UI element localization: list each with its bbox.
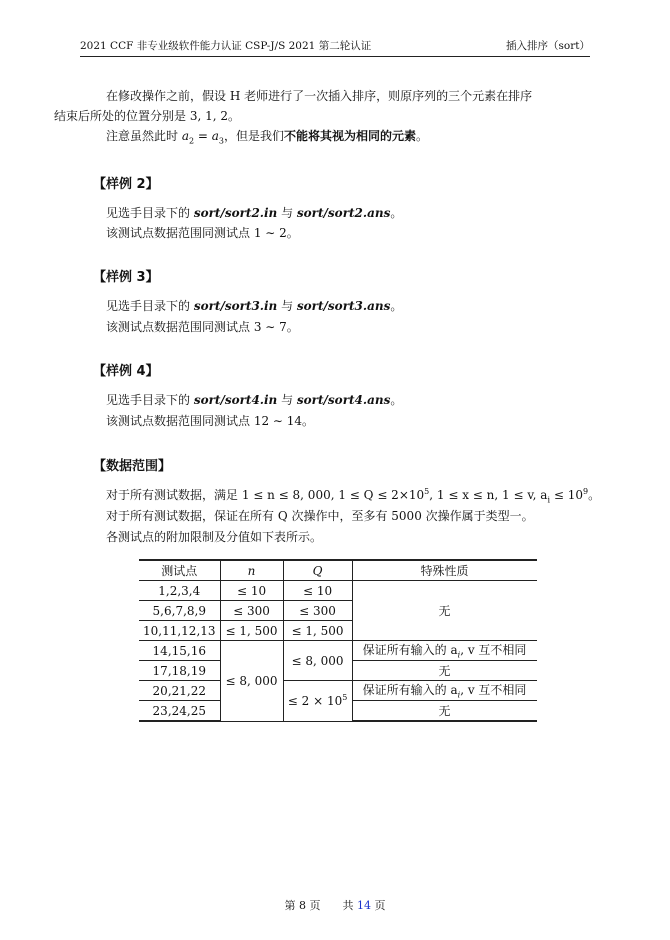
q-large: ≤ $2 \times 10^5$ bbox=[283, 681, 352, 722]
emphasis-text: 不能将其视为相同的元素 bbox=[284, 129, 417, 143]
sample-3-title: 【样例 3】 bbox=[93, 270, 159, 285]
sample-4-title: 【样例 4】 bbox=[93, 364, 159, 379]
table-row: 23,24,25 无 bbox=[139, 701, 537, 722]
sample-3-files: 见选手目录下的 sort/sort3.in 与 sort/sort3.ans。 bbox=[106, 299, 403, 313]
col-header-property: 特殊性质 bbox=[352, 560, 537, 581]
table-row: 17,18,19 无 bbox=[139, 661, 537, 681]
property-distinct-2: 保证所有输入的 $a_i$, v 互不相同 bbox=[352, 681, 537, 701]
sample-2-files: 见选手目录下的 sort/sort2.in 与 sort/sort2.ans。 bbox=[106, 206, 403, 220]
table-row: 14,15,16 ≤ 8, 000 ≤ 8, 000 保证所有输入的 $a_i$, v 互不相同 bbox=[139, 641, 537, 661]
data-range-title: 【数据范围】 bbox=[93, 459, 172, 474]
table-row: 20,21,22 ≤ $2 \times 10^5$ 保证所有输入的 $a_i$, v 互不相同 bbox=[139, 681, 537, 701]
q-mid: ≤ 8, 000 bbox=[283, 641, 352, 681]
sample-4-files: 见选手目录下的 sort/sort4.in 与 sort/sort4.ans。 bbox=[106, 393, 403, 407]
intro-line-2: 结束后所处的位置分别是 3, 1, 2。 bbox=[54, 109, 240, 123]
header-left: 2021 CCF 非专业级软件能力认证 CSP-J/S 2021 第二轮认证 bbox=[80, 40, 372, 52]
page-number: 8 bbox=[299, 899, 306, 912]
col-header-q: Q bbox=[283, 560, 352, 581]
property-none: 无 bbox=[352, 581, 537, 641]
intro-paragraph bbox=[54, 86, 600, 126]
intro-note: 注意虽然此时 $a_2 = a_3$，但是我们不能将其视为相同的元素。 bbox=[106, 129, 429, 146]
n-large: ≤ 8, 000 bbox=[220, 641, 283, 722]
table-row: 1,2,3,4 ≤ 10 ≤ 10 无 bbox=[139, 581, 537, 601]
sample-3-range: 该测试点数据范围同测试点 3 ∼ 7。 bbox=[106, 320, 299, 334]
header-rule bbox=[80, 56, 590, 57]
sample-2-range: 该测试点数据范围同测试点 1 ∼ 2。 bbox=[106, 226, 299, 240]
property-distinct: 保证所有输入的 $a_i$, v 互不相同 bbox=[352, 641, 537, 661]
data-range-line-3: 各测试点的附加限制及分值如下表所示。 bbox=[106, 530, 323, 544]
sample-4-range: 该测试点数据范围同测试点 12 ∼ 14。 bbox=[106, 414, 315, 428]
intro-line-1: 在修改操作之前，假设 H 老师进行了一次插入排序，则原序列的三个元素在排序 bbox=[106, 89, 533, 103]
total-pages-link[interactable]: 14 bbox=[357, 899, 371, 912]
table-row: 5,6,7,8,9 ≤ 300 ≤ 300 bbox=[139, 601, 537, 621]
col-header-testcase: 测试点 bbox=[139, 560, 220, 581]
col-header-n: n bbox=[220, 560, 283, 581]
header-right: 插入排序（sort） bbox=[506, 40, 590, 52]
page-footer: 第 8 页 共 14 页 bbox=[284, 899, 386, 912]
data-range-line-1: 对于所有测试数据，满足 1 ≤ n ≤ 8, 000, $1 \le Q \le 2\times 10^5$, 1 ≤ x ≤ n, 1 ≤ v, $a_i \le 10^9$。 bbox=[106, 487, 601, 505]
data-range-line-2: 对于所有测试数据，保证在所有 Q 次操作中，至多有 5000 次操作属于类型一。 bbox=[106, 509, 534, 523]
sample-2-title: 【样例 2】 bbox=[93, 177, 159, 192]
subtask-table bbox=[139, 559, 537, 722]
table-row: 10,11,12,13 ≤ 1, 500 ≤ 1, 500 bbox=[139, 621, 537, 641]
table-header-row bbox=[139, 560, 537, 581]
